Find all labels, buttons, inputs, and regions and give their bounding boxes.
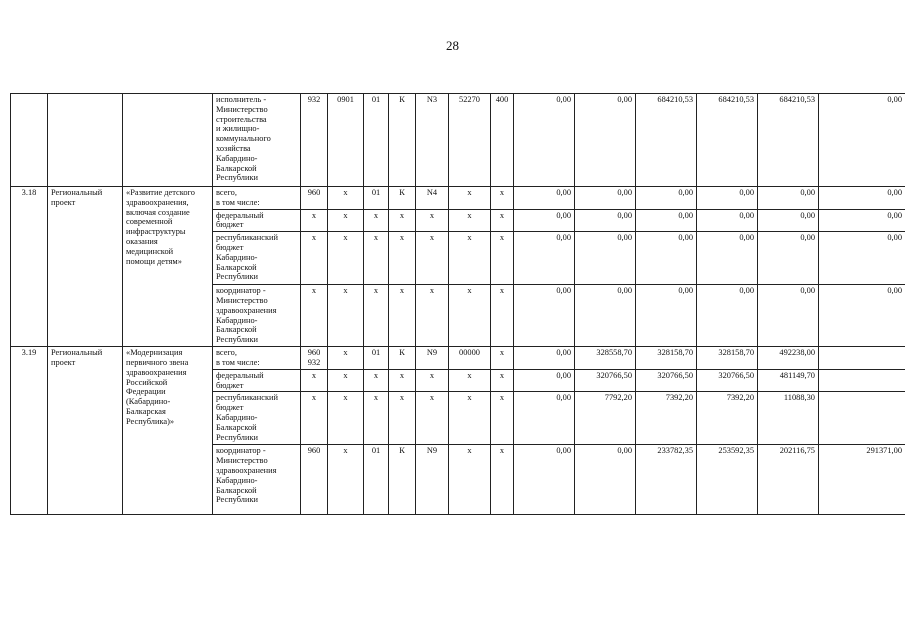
amount-cell: 7392,20 [636,392,697,445]
amount-cell: 0,00 [819,232,905,285]
amount-cell [819,392,905,445]
code-cell: х [491,209,514,232]
item-name-cell [123,94,213,187]
item-type-cell [48,94,123,187]
code-cell: х [491,445,514,515]
amount-cell: 0,00 [514,94,575,187]
code-cell: х [449,369,491,392]
amount-cell: 0,00 [697,285,758,347]
funding-source-cell: республиканский бюджет Кабардино- Балкарской Республики [213,232,301,285]
budget-table [10,93,905,515]
amount-cell: 0,00 [575,232,636,285]
code-cell: х [301,392,328,445]
amount-cell: 492238,00 [758,347,819,370]
code-cell: К [389,445,416,515]
code-cell: N9 [416,445,449,515]
amount-cell: 328558,70 [575,347,636,370]
code-cell: х [328,209,364,232]
code-cell: х [389,232,416,285]
code-cell: 52270 [449,94,491,187]
funding-source-cell: федеральный бюджет [213,369,301,392]
code-cell: х [328,187,364,210]
code-cell: х [491,232,514,285]
code-cell: 960 932 [301,347,328,370]
code-cell: х [389,369,416,392]
code-cell: х [328,347,364,370]
item-name-cell: «Модернизация первичного звена здравоохранения Российской Федерации (Кабардино- Балкарская Республика)» [123,347,213,515]
amount-cell: 328158,70 [636,347,697,370]
amount-cell: 320766,50 [636,369,697,392]
code-cell: х [449,445,491,515]
code-cell: 932 [301,94,328,187]
amount-cell: 0,00 [575,187,636,210]
code-cell: К [389,187,416,210]
amount-cell: 0,00 [514,392,575,445]
amount-cell: 0,00 [697,232,758,285]
code-cell: х [364,285,389,347]
funding-source-cell: республиканский бюджет Кабардино- Балкарской Республики [213,392,301,445]
code-cell: х [389,392,416,445]
amount-cell: 233782,35 [636,445,697,515]
item-number-cell: 3.18 [11,187,48,347]
code-cell: х [491,392,514,445]
amount-cell: 320766,50 [697,369,758,392]
amount-cell: 328158,70 [697,347,758,370]
amount-cell: 7392,20 [697,392,758,445]
code-cell: N4 [416,187,449,210]
amount-cell: 0,00 [636,187,697,210]
amount-cell: 0,00 [758,232,819,285]
amount-cell: 0,00 [819,209,905,232]
amount-cell: 684210,53 [758,94,819,187]
amount-cell: 0,00 [636,209,697,232]
amount-cell: 0,00 [758,187,819,210]
amount-cell: 0,00 [575,445,636,515]
code-cell: х [449,187,491,210]
code-cell: х [301,369,328,392]
code-cell: х [449,209,491,232]
code-cell: х [364,209,389,232]
amount-cell: 0,00 [575,209,636,232]
page-number: 28 [446,38,459,53]
amount-cell: 0,00 [697,209,758,232]
code-cell: К [389,347,416,370]
amount-cell: 202116,75 [758,445,819,515]
code-cell: х [449,392,491,445]
amount-cell: 0,00 [758,285,819,347]
item-type-cell: Региональный проект [48,187,123,347]
code-cell: N3 [416,94,449,187]
code-cell: 400 [491,94,514,187]
funding-source-cell: исполнитель - Министерство строительства и жилищно- коммунального хозяйства Кабардино- Балкарской Республики [213,94,301,187]
item-number-cell [11,94,48,187]
amount-cell: 684210,53 [636,94,697,187]
code-cell: х [328,369,364,392]
code-cell: х [389,209,416,232]
amount-cell [819,369,905,392]
amount-cell: 0,00 [636,232,697,285]
amount-cell: 0,00 [575,94,636,187]
amount-cell: 0,00 [514,232,575,285]
code-cell: 01 [364,94,389,187]
code-cell: х [491,187,514,210]
code-cell: х [364,392,389,445]
code-cell: х [389,285,416,347]
funding-source-cell: всего, в том числе: [213,347,301,370]
code-cell: 01 [364,445,389,515]
code-cell: х [416,209,449,232]
table-row [11,187,905,210]
code-cell: 01 [364,347,389,370]
code-cell: К [389,94,416,187]
amount-cell: 0,00 [758,209,819,232]
code-cell: х [301,285,328,347]
code-cell: 00000 [449,347,491,370]
funding-source-cell: координатор - Министерство здравоохранения Кабардино- Балкарской Республики [213,445,301,515]
amount-cell: 684210,53 [697,94,758,187]
code-cell: х [449,285,491,347]
amount-cell: 291371,00 [819,445,905,515]
code-cell: х [416,232,449,285]
code-cell: х [491,285,514,347]
code-cell: х [491,347,514,370]
code-cell: 01 [364,187,389,210]
code-cell: х [328,392,364,445]
amount-cell: 7792,20 [575,392,636,445]
amount-cell: 253592,35 [697,445,758,515]
code-cell: х [301,232,328,285]
funding-source-cell: координатор - Министерство здравоохранения Кабардино- Балкарской Республики [213,285,301,347]
item-type-cell: Региональный проект [48,347,123,515]
amount-cell: 0,00 [514,445,575,515]
amount-cell: 0,00 [514,369,575,392]
code-cell: х [416,369,449,392]
code-cell: х [416,392,449,445]
code-cell: N9 [416,347,449,370]
code-cell: х [491,369,514,392]
table-row [11,347,905,370]
table-row [11,94,905,187]
funding-source-cell: федеральный бюджет [213,209,301,232]
item-name-cell: «Развитие детского здравоохранения, включая создание современной инфраструктуры оказания медицинской помощи детям» [123,187,213,347]
code-cell: 960 [301,187,328,210]
code-cell: 960 [301,445,328,515]
amount-cell: 320766,50 [575,369,636,392]
code-cell: х [328,285,364,347]
amount-cell: 11088,30 [758,392,819,445]
amount-cell: 0,00 [514,209,575,232]
amount-cell: 0,00 [514,347,575,370]
amount-cell: 0,00 [514,187,575,210]
code-cell: х [328,445,364,515]
code-cell: х [364,232,389,285]
item-number-cell: 3.19 [11,347,48,515]
amount-cell: 0,00 [697,187,758,210]
amount-cell: 0,00 [575,285,636,347]
amount-cell: 0,00 [514,285,575,347]
amount-cell: 0,00 [636,285,697,347]
amount-cell: 0,00 [819,94,905,187]
funding-source-cell: всего, в том числе: [213,187,301,210]
amount-cell: 481149,70 [758,369,819,392]
code-cell: х [328,232,364,285]
code-cell: 0901 [328,94,364,187]
amount-cell: 0,00 [819,187,905,210]
code-cell: х [416,285,449,347]
amount-cell [819,347,905,370]
amount-cell: 0,00 [819,285,905,347]
code-cell: х [301,209,328,232]
code-cell: х [364,369,389,392]
code-cell: х [449,232,491,285]
